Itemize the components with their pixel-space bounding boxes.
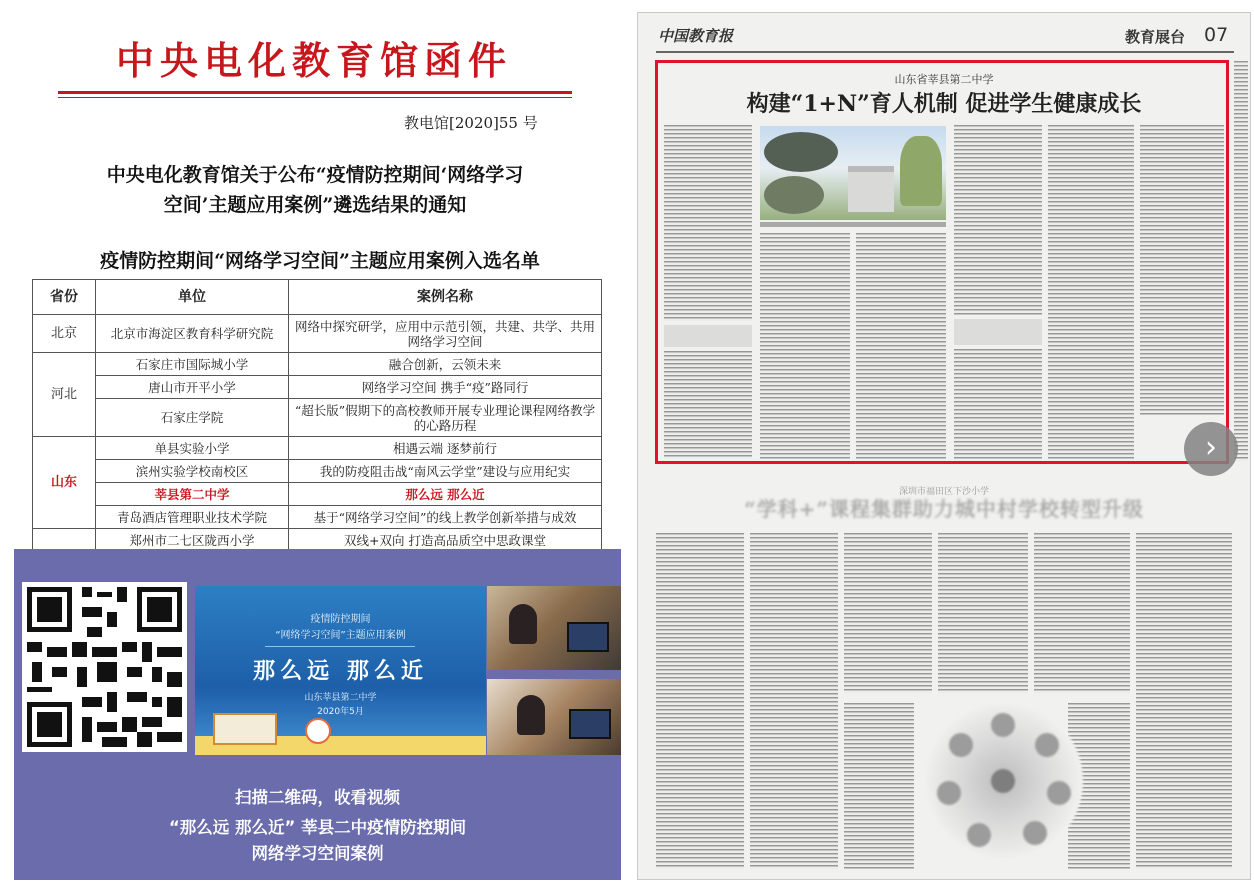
table-row xyxy=(33,399,602,437)
article-kicker: 山东省莘县第二中学 xyxy=(894,73,994,86)
case-cell: 网络学习空间 携手“疫”路同行 xyxy=(289,376,602,399)
unit-cell-highlighted: 莘县第二中学 xyxy=(96,483,289,506)
diagram-node xyxy=(949,733,973,757)
student-online-learning-photo xyxy=(487,586,621,670)
article-text-column xyxy=(664,125,752,321)
promo-caption-line3: 网络学习空间案例 xyxy=(251,844,384,863)
unit-cell: 郑州市二七区陇西小学 xyxy=(96,529,289,552)
promo-caption-line2: “那么远 那么近” 莘县二中疫情防控期间 xyxy=(168,818,467,837)
article-text-column xyxy=(954,125,1042,315)
poster-school: 山东莘县第二中学 xyxy=(304,693,377,703)
case-cell: 相遇云端 逐梦前行 xyxy=(289,437,602,460)
laptop-screen xyxy=(569,709,611,739)
letter-header: 中央电化教育馆函件 xyxy=(115,38,512,83)
table-row xyxy=(33,376,602,399)
newspaper-masthead: 中国教育报 xyxy=(658,27,734,45)
article2-text-column xyxy=(1136,533,1232,869)
diagram-center-node xyxy=(991,769,1015,793)
case-poster-image xyxy=(195,586,486,755)
unit-cell: 滨州实验学校南校区 xyxy=(96,460,289,483)
case-cell: 网络中探究研学，应用中示范引领，共建、共学、共用网络学习空间 xyxy=(289,315,602,353)
notice-title-line1: 中央电化教育馆关于公布“疫情防控期间‘网络学习 xyxy=(106,164,524,186)
unit-cell: 单县实验小学 xyxy=(96,437,289,460)
header-red-rule-thin xyxy=(58,97,572,98)
province-cell: 河北 xyxy=(33,353,96,437)
header-red-rule xyxy=(58,91,572,94)
students-photo-inset xyxy=(764,176,824,214)
column-header-case: 案例名称 xyxy=(289,280,602,315)
book-icon xyxy=(213,713,277,745)
document-number: 教电馆[2020]55 号 xyxy=(404,114,538,132)
unit-cell: 唐山市开平小学 xyxy=(96,376,289,399)
case-cell: 基于“网络学习空间”的线上教学创新举措与成效 xyxy=(289,506,602,529)
poster-date: 2020年5月 xyxy=(317,707,364,717)
unit-cell: 石家庄学院 xyxy=(96,399,289,437)
margin-text-column xyxy=(1234,61,1248,461)
case-cell: 双线+双向 打造高品质空中思政课堂 xyxy=(289,529,602,552)
chevron-right-icon: › xyxy=(1205,430,1217,465)
article-text-column xyxy=(856,233,946,459)
next-image-button[interactable] xyxy=(1184,422,1238,476)
notice-title xyxy=(60,160,570,220)
article-headline: 构建“1+N”育人机制 促进学生健康成长 xyxy=(746,91,1142,117)
curriculum-diagram xyxy=(923,701,1083,861)
teacher-figure xyxy=(517,695,545,735)
qr-code-icon[interactable] xyxy=(22,582,187,752)
diagram-node xyxy=(1035,733,1059,757)
teacher-online-teaching-photo xyxy=(487,679,621,755)
diagram-node xyxy=(967,823,991,847)
article2-kicker: 深圳市福田区下沙小学 xyxy=(898,487,989,497)
photo-caption xyxy=(760,222,946,227)
article2-text-column xyxy=(656,533,744,869)
article-text-column xyxy=(1048,125,1134,459)
diagram-node xyxy=(991,713,1015,737)
article-photo xyxy=(760,126,946,220)
table-row xyxy=(33,315,602,353)
diagram-node xyxy=(937,781,961,805)
tablet-screen xyxy=(567,622,609,652)
case-cell: 融合创新，云领未来 xyxy=(289,353,602,376)
table-row xyxy=(33,506,602,529)
province-cell: 北京 xyxy=(33,315,96,353)
case-cell: 我的防疫阻击战“南风云学堂”建设与应用纪实 xyxy=(289,460,602,483)
article-text-column xyxy=(664,351,752,459)
poster-line2: “网络学习空间”主题应用案例 xyxy=(275,630,406,641)
page-top-rule xyxy=(656,51,1234,53)
article-text-column xyxy=(1140,125,1224,415)
article2-text-column xyxy=(844,703,914,869)
table-row-highlighted xyxy=(33,483,602,506)
poster-line1: 疫情防控期间 xyxy=(310,614,371,625)
article-subheading xyxy=(954,319,1042,345)
case-cell: “超长版”假期下的高校教师开展专业理论课程网络教学的心路历程 xyxy=(289,399,602,437)
promo-caption-line1: 扫描二维码，收看视频 xyxy=(235,788,400,807)
table-header-row xyxy=(33,280,602,315)
table-row xyxy=(33,460,602,483)
article-text-column xyxy=(954,349,1042,459)
school-building xyxy=(848,166,894,212)
case-cell-highlighted: 那么远 那么近 xyxy=(289,483,602,506)
column-header-province: 省份 xyxy=(33,280,96,315)
article-text-column xyxy=(760,233,850,459)
poster-divider xyxy=(265,646,415,647)
article2-text-column xyxy=(938,533,1028,693)
article2-text-column xyxy=(750,533,838,869)
notice-title-line2: 空间’主题应用案例”遴选结果的通知 xyxy=(163,194,467,216)
group-photo-inset xyxy=(764,132,838,172)
page-number: 07 xyxy=(1204,24,1229,46)
table-row xyxy=(33,437,602,460)
selection-table xyxy=(32,279,602,575)
video-promo-panel xyxy=(14,549,621,880)
article2-text-column xyxy=(844,533,932,693)
student-figure xyxy=(509,604,537,644)
article2-text-column xyxy=(1034,533,1130,693)
clock-icon xyxy=(305,718,331,744)
diagram-node xyxy=(1023,821,1047,845)
unit-cell: 石家庄市国际城小学 xyxy=(96,353,289,376)
willow-tree xyxy=(900,136,942,206)
diagram-node xyxy=(1047,781,1071,805)
column-header-unit: 单位 xyxy=(96,280,289,315)
selection-list-title: 疫情防控期间“网络学习空间”主题应用案例入选名单 xyxy=(100,250,540,272)
article2-headline: “学科+”课程集群助力城中村学校转型升级 xyxy=(744,497,1144,521)
newspaper-page xyxy=(637,12,1251,880)
page-section-name: 教育展台 xyxy=(1125,28,1186,46)
article-subheading xyxy=(664,325,752,347)
unit-cell: 青岛酒店管理职业技术学院 xyxy=(96,506,289,529)
poster-main-title: 那么远 那么近 xyxy=(253,658,428,684)
unit-cell: 北京市海淀区教育科学研究院 xyxy=(96,315,289,353)
table-row xyxy=(33,353,602,376)
province-cell: 山东 xyxy=(33,437,96,529)
